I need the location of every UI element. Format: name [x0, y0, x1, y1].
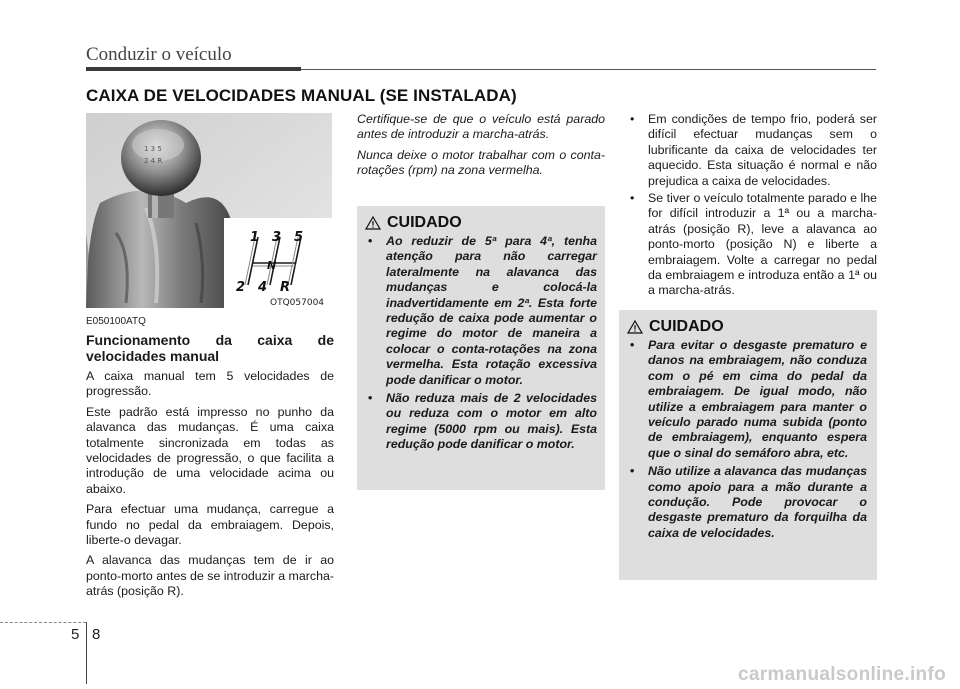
- paragraph: Para efectuar uma mudança, carregue a fundo no pedal da embraiagem. Depois, liberte-o devagar.: [86, 502, 334, 548]
- caution-title: CUIDADO: [649, 318, 724, 335]
- footer-dash-line: [0, 622, 86, 623]
- gear-lever-illustration: [86, 113, 332, 308]
- figure-code: OTQ057004: [270, 298, 325, 308]
- paragraph: A alavanca das mudanças tem de ir ao ponto-morto antes de se introduzir a marcha-atrás (posição R).: [86, 553, 334, 599]
- chapter-title: Conduzir o veículo: [86, 44, 232, 65]
- gear-label-r: R: [280, 280, 291, 295]
- footer-rule: [86, 622, 87, 684]
- svg-text:1 3 5: 1 3 5: [144, 145, 162, 153]
- warning-triangle-icon: [365, 216, 381, 230]
- caution-item: • Não reduza mais de 2 velocidades ou reduza com o motor em alto regime (5000 rpm ou mais). Esta redução pode danificar o motor.: [365, 391, 597, 453]
- gear-lever-photo: [86, 113, 332, 308]
- subsection-heading: Funcionamento da caixa de velocidades manual: [86, 332, 334, 364]
- watermark: carmanualsonline.info: [738, 664, 946, 685]
- list-item: • Em condições de tempo frio, poderá ser difícil efectuar mudanças sem o lubrificante da caixa de velocidades ter aquecido. Esta situação é normal e não prejudica a caixa de velocidades.: [627, 112, 877, 189]
- paragraph: Certifique-se de que o veículo está parado antes de introduzir a marcha-atrás.: [357, 112, 605, 142]
- list-item: • Se tiver o veículo totalmente parado e lhe for difícil introduzir a 1ª ou a marcha-atrás (posição R), leve a alavanca ao ponto-morto (posição N) e liberte a embraiagem. Volte a carregar no pedal da embraiagem e introduza então a 1ª ou a marcha-atrás.: [627, 191, 877, 299]
- gear-label-5: 5: [294, 230, 304, 245]
- svg-text:2 4 R: 2 4 R: [144, 157, 163, 165]
- gear-label-4: 4: [258, 280, 268, 295]
- caution-box: [619, 310, 877, 580]
- caution-item: • Não utilize a alavanca das mudanças como apoio para a mão durante a condução. Pode provocar o desgaste prematuro da forquilha da caixa de velocidades.: [627, 464, 867, 541]
- section-number: 5: [71, 626, 80, 643]
- caution-title: CUIDADO: [387, 214, 462, 231]
- reference-code: E050100ATQ: [86, 316, 146, 327]
- paragraph: Este padrão está impresso no punho da alavanca das mudanças. É uma caixa totalmente sincronizada em todas as velocidades de progressão, o que facilita a introdução de uma velocidade acima ou abaixo.: [86, 404, 334, 496]
- gear-label-3: 3: [272, 230, 282, 245]
- header-rule: [301, 69, 876, 70]
- page-number: 8: [92, 626, 101, 643]
- paragraph: A caixa manual tem 5 velocidades de progressão.: [86, 369, 334, 399]
- paragraph: Nunca deixe o motor trabalhar com o conta-rotações (rpm) na zona vermelha.: [357, 147, 605, 178]
- warning-triangle-icon: [627, 320, 643, 334]
- section-title: CAIXA DE VELOCIDADES MANUAL (SE INSTALADA): [86, 86, 517, 105]
- caution-box: [357, 206, 605, 490]
- header-bar: [86, 67, 301, 71]
- gear-label-1: 1: [250, 230, 260, 245]
- gear-label-2: 2: [236, 280, 246, 295]
- caution-item: • Ao reduzir de 5ª para 4ª, tenha atenção para não carregar lateralmente na alavanca das mudanças e colocá-la inadvertidamente em 2ª. Esta forte redução de caixa pode aumentar o regime do motor de maneira a colocar o conta-rotações na zona vermelha. Esta rotação excessiva pode danificar o motor.: [365, 234, 597, 388]
- gear-label-n: N: [267, 259, 277, 272]
- caution-item: • Para evitar o desgaste prematuro e danos na embraiagem, não conduza com o pé em cima do pedal da embraiagem. De igual modo, não utilize a embraiagem para manter o veículo parado numa subida (ponto de embraiagem), enquanto espera que o sinal do semáforo abra, etc.: [627, 338, 867, 461]
